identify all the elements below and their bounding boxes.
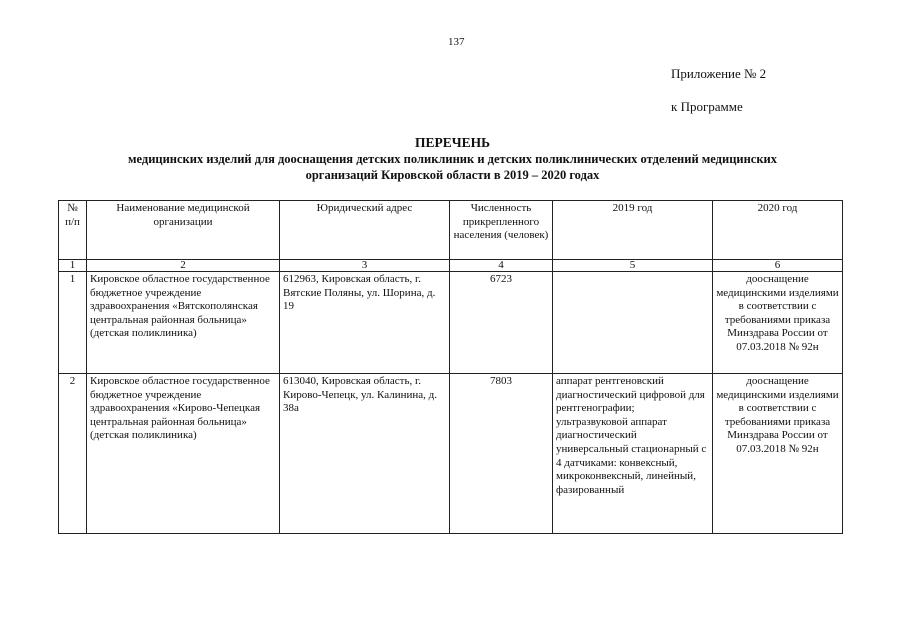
organization-cell: Кировское областное государственное бюджетное учреждение здравоохранения «Кирово-Чепецкая центральная районная больница» (детская поликлиника) bbox=[87, 374, 280, 534]
column-numbers-row bbox=[59, 260, 843, 272]
year-2019-cell: аппарат рентгеновский диагностический цифровой для рентгенографии; ультразвуковой аппарат диагностический универсальный стационарный с 4 датчиками: конвексный, микроконвексный, линейный, фазированный bbox=[553, 374, 713, 534]
column-number: 4 bbox=[450, 260, 553, 272]
year-2020-cell: дооснащение медицинскими изделиями в соответствии с требованиями приказа Минздрава России от 07.03.2018 № 92н bbox=[713, 374, 843, 534]
year-2019-cell bbox=[553, 272, 713, 374]
population-cell: 6723 bbox=[450, 272, 553, 374]
column-number: 2 bbox=[87, 260, 280, 272]
address-cell: 613040, Кировская область, г. Кирово-Чепецк, ул. Калинина, д. 38а bbox=[280, 374, 450, 534]
column-number: 5 bbox=[553, 260, 713, 272]
header-population: Численность прикрепленного населения (человек) bbox=[450, 201, 553, 260]
header-2019: 2019 год bbox=[553, 201, 713, 260]
header-address: Юридический адрес bbox=[280, 201, 450, 260]
row-number: 1 bbox=[59, 272, 87, 374]
annex-label: Приложение № 2 bbox=[671, 66, 767, 81]
document-title: ПЕРЕЧЕНЬ bbox=[414, 135, 491, 150]
header-organization: Наименование медицинской организации bbox=[87, 201, 280, 260]
subtitle-line-1: медицинских изделий для дооснащения детских поликлиник и детских поликлинических отделений медицинских bbox=[127, 152, 778, 166]
column-number: 3 bbox=[280, 260, 450, 272]
table-row bbox=[59, 374, 843, 534]
column-number: 1 bbox=[59, 260, 87, 272]
equipment-table bbox=[58, 200, 843, 534]
address-cell: 612963, Кировская область, г. Вятские Поляны, ул. Шорина, д. 19 bbox=[280, 272, 450, 374]
column-number: 6 bbox=[713, 260, 843, 272]
table-row bbox=[59, 272, 843, 374]
subtitle-line-2: организаций Кировской области в 2019 – 2020 годах bbox=[305, 168, 600, 182]
page-number: 137 bbox=[448, 36, 465, 48]
table-header-row bbox=[59, 201, 843, 260]
program-label: к Программе bbox=[671, 99, 743, 114]
organization-cell: Кировское областное государственное бюджетное учреждение здравоохранения «Вятскополянская центральная районная больница» (детская поликлиника) bbox=[87, 272, 280, 374]
header-number: № п/п bbox=[59, 201, 87, 260]
document-subtitle bbox=[40, 151, 865, 183]
header-2020: 2020 год bbox=[713, 201, 843, 260]
population-cell: 7803 bbox=[450, 374, 553, 534]
year-2020-cell: дооснащение медицинскими изделиями в соответствии с требованиями приказа Минздрава России от 07.03.2018 № 92н bbox=[713, 272, 843, 374]
row-number: 2 bbox=[59, 374, 87, 534]
